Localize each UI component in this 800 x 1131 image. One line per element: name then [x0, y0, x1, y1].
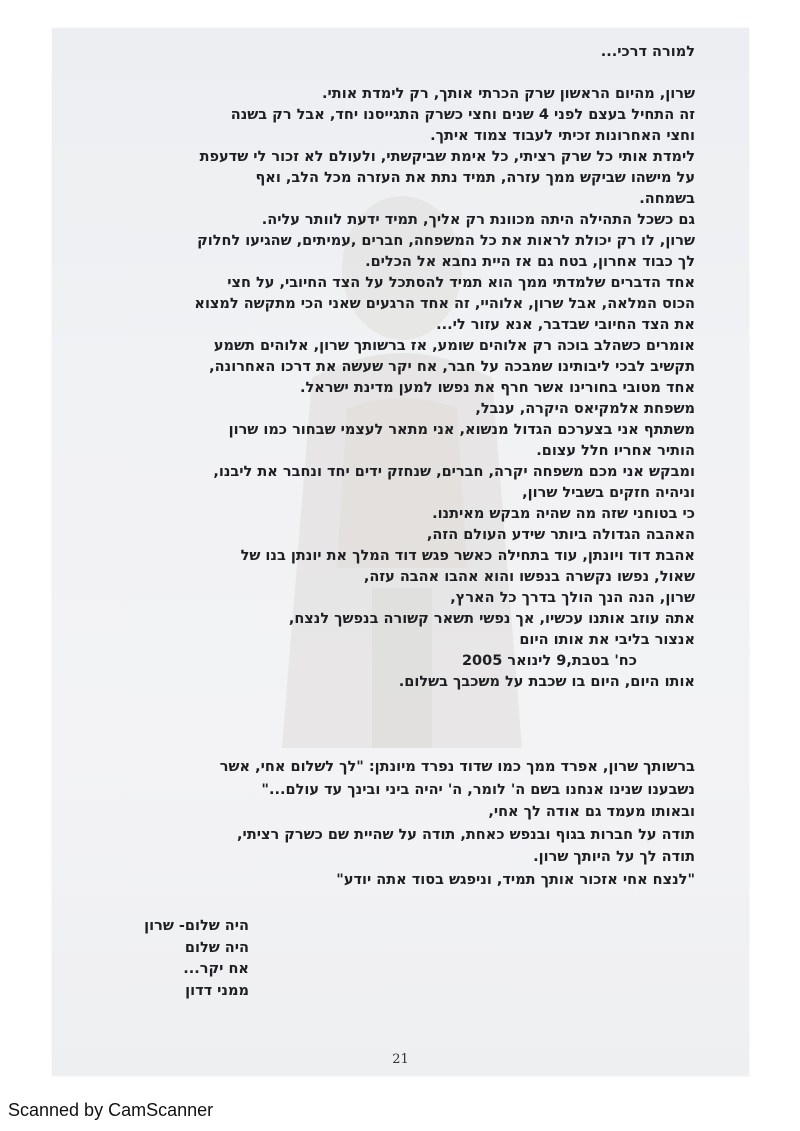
letter-body: [75, 84, 695, 693]
closing-line: נשבענו שנינו אנחנו בשם ה' לומר, ה' יהיה ביני ובינך עד עולם...": [261, 781, 695, 798]
signature-line: היה שלום: [184, 939, 249, 956]
page-number: 21: [392, 1052, 409, 1067]
body-line: וניהיה חזקים בשביל שרון,: [522, 485, 695, 501]
scanner-watermark: Scanned by CamScanner: [8, 1100, 214, 1120]
closing-line: ברשותך שרון, אפרד ממך כמו שדוד נפרד מיונתן: "לך לשלום אחי, אשר: [219, 759, 695, 775]
body-line: האהבה הגדולה ביותר שידע העולם הזה,: [426, 527, 695, 543]
body-line: משפחת אלמקיאס היקרה, ענבל,: [475, 401, 695, 417]
body-line: אנצור בליבי את אותו היום: [519, 632, 695, 648]
closing-line: ובאותו מעמד גם אודה לך אחי,: [488, 804, 695, 820]
body-line: לימדת אותי כל שרק רציתי, כל אימת שביקשתי, ולעולם לא זכור לי שדעפת: [199, 149, 695, 165]
body-line: תקשיב לבכי ליבותינו שמבכה על חבר, אח יקר שעשה את דרכו האחרונה,: [209, 359, 695, 375]
body-line: שאול, נפשו נקשרה בנפשו והוא אהבו אהבה עזה,: [363, 569, 695, 585]
scanned-page: [52, 28, 749, 1076]
letter-closing: [75, 756, 695, 891]
body-line: זה התחיל בעצם לפני 4 שנים וחצי כשרק התגייסנו יחד, אבל רק בשנה: [230, 107, 695, 123]
closing-line: תודה לך על היותך שרון.: [533, 849, 695, 865]
closing-line: "לנצח אחי אזכור אותך תמיד, וניפגש בסוד אתה יודע": [336, 871, 695, 888]
body-line: אתה עוזב אותנו עכשיו, אך נפשי תשאר קשורה בנפשך לנצח,: [288, 611, 695, 627]
body-line: אחד מטובי בחורינו אשר חרף את נפשו למען מדינת ישראל.: [299, 380, 695, 396]
date-line: כח' בטבת,9 לינואר 2005: [461, 653, 637, 669]
body-line: ומבקש אני מכם משפחה יקרה, חברים, שנחזק ידים יחד ונחבר את ליבנו,: [213, 464, 695, 480]
body-line: על מישהו שביקש ממך עזרה, תמיד נתת את העזרה מכל הלב, ואף: [255, 170, 695, 186]
body-line: אהבת דוד ויונתן, עוד בתחילה כאשר פגש דוד המלך את יונתן בנו של: [240, 548, 695, 564]
letter-text: [52, 28, 749, 1076]
letter-signature: [144, 916, 249, 1002]
letter-greeting: למורה דרכי...: [600, 44, 695, 60]
body-line: אחד הדברים שלמדתי ממך הוא תמיד להסתכל על הצד החיובי, על חצי: [227, 275, 695, 291]
body-line: שרון, מהיום הראשון שרק הכרתי אותך, רק לימדת אותי.: [322, 86, 695, 102]
body-line: לך כבוד אחרון, בטח גם אז היית נחבא אל הכלים.: [365, 254, 695, 270]
body-line: גם כשכל התהילה היתה מכוונת רק אליך, תמיד ידעת לוותר עליה.: [261, 212, 695, 228]
body-line: את הצד החיובי שבדבר, אנא עזור לי...: [436, 317, 695, 333]
closing-line: תודה על חברות בגוף ובנפש כאחת, תודה על שהיית שם כשרק רציתי,: [237, 826, 695, 843]
body-line: הותיר אחריו חלל עצום.: [536, 443, 695, 459]
body-line: בשמחה.: [639, 191, 695, 207]
body-line: וחצי האחרונות זכיתי לעבוד צמוד איתך.: [430, 128, 695, 144]
body-line: כי בטוחני שזה מה שהיה מבקש מאיתנו.: [432, 506, 695, 522]
body-line: משתתף אני בצערכם הגדול מנשוא, אני מתאר לעצמי שבחור כמו שרון: [228, 422, 695, 438]
body-line: הכוס המלאה, אבל שרון, אלוהיי, זה אחד הרגעים שאני הכי מתקשה למצוא: [194, 296, 695, 312]
body-line: אומרים כשהלב בוכה רק אלוהים שומע, אז ברשותך שרון, אלוהים תשמע: [213, 338, 695, 354]
body-line: שרון, לו רק יכולת לראות את כל המשפחה, חברים ,עמיתים, שהגיעו לחלוק: [197, 233, 695, 249]
signature-line: ממני דדון: [185, 982, 249, 999]
signature-line: היה שלום- שרון: [144, 918, 249, 934]
body-line: אותו היום, היום בו שכבת על משכבך בשלום.: [398, 674, 695, 690]
body-line: שרון, הנה הנך הולך בדרך כל הארץ,: [450, 590, 695, 606]
signature-line: אח יקר...: [183, 961, 249, 977]
